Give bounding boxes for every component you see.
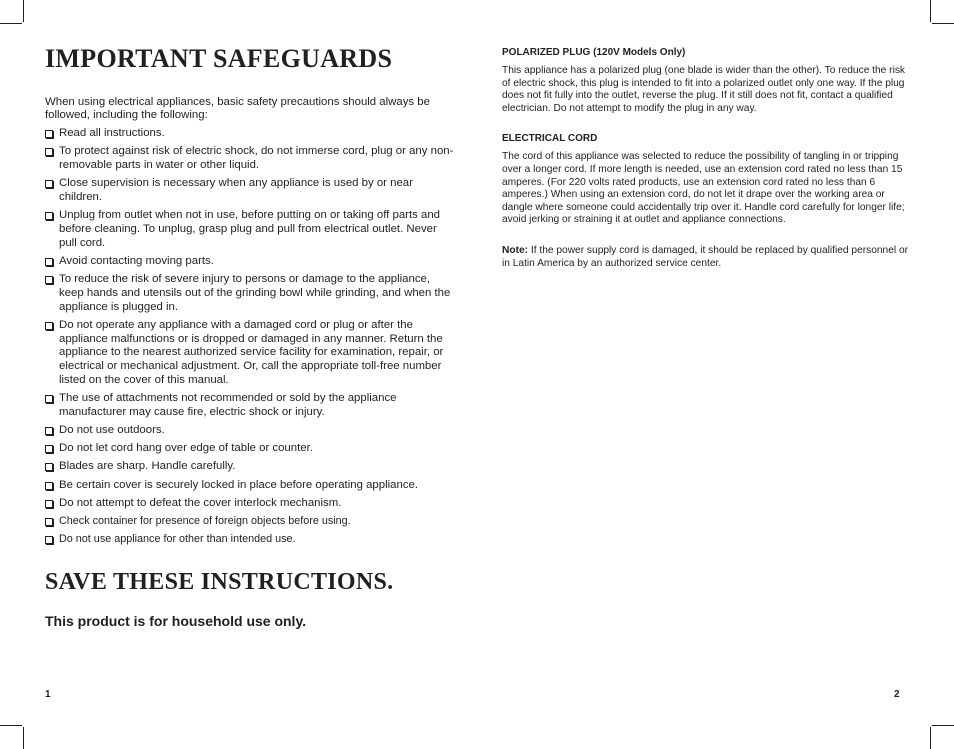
list-item — [45, 209, 455, 250]
safeguard-list — [45, 127, 455, 547]
crop-mark-top-left-horizontal — [0, 23, 22, 24]
list-item-text: Do not attempt to defeat the cover interlock mechanism. — [59, 496, 342, 509]
list-item-text: Do not operate any appliance with a damaged cord or plug or after the appliance malfunctions or is dropped or damaged in any manner. Return the appliance to the nearest authorized service facility for examination, repair, or electrical or mechanical adjustment. Or, call the appropriate toll-free number listed on the cover of this manual. — [59, 318, 444, 386]
list-item-text: To reduce the risk of severe injury to persons or damage to the appliance, keep hands and utensils out of the grinding bowl while grinding, and when the appliance is plugged in. — [59, 272, 451, 313]
list-item-text: Do not use appliance for other than intended use. — [59, 533, 296, 546]
checkbox-bullet-icon — [45, 427, 53, 435]
list-item — [45, 424, 455, 438]
checkbox-bullet-icon — [45, 445, 53, 453]
note-label: Note: — [502, 244, 529, 256]
list-item-text: Read all instructions. — [59, 126, 165, 139]
list-item — [45, 319, 455, 388]
electrical-cord-text: The cord of this appliance was selected to reduce the possibility of tangling in or tripping over a longer cord. If more length is needed, use an extension cord rated no less than 15 amperes. (For 220 volts rated products, use an extension cord rated no less than 6 amperes.) When using an extension cord, do not let it drape over the working area or dangle where someone could accidentally trip over it. Handle cord carefully for longer life; avoid jerking or straining it at outlet and appliance connections. — [502, 151, 905, 226]
checkbox-bullet-icon — [45, 258, 53, 266]
list-item-text: Do not let cord hang over edge of table or counter. — [59, 442, 313, 455]
crop-mark-bottom-left-horizontal — [0, 725, 22, 726]
checkbox-bullet-icon — [45, 130, 53, 138]
note-text: If the power supply cord is damaged, it should be replaced by qualified personnel or in Latin America by an authorized service center. — [502, 244, 909, 269]
page-number-left: 1 — [45, 689, 51, 700]
checkbox-bullet-icon — [45, 536, 53, 544]
household-use-note: This product is for household use only. — [45, 613, 307, 629]
checkbox-bullet-icon — [45, 500, 53, 508]
note-paragraph — [502, 245, 910, 270]
checkbox-bullet-icon — [45, 395, 53, 403]
crop-mark-bottom-right-vertical — [930, 727, 931, 749]
list-item — [45, 533, 455, 547]
list-item — [45, 177, 455, 205]
crop-mark-top-left-vertical — [23, 0, 24, 22]
checkbox-bullet-icon — [45, 482, 53, 490]
list-item — [45, 515, 455, 529]
list-item — [45, 392, 455, 420]
list-item — [45, 145, 455, 173]
crop-mark-top-right-horizontal — [932, 23, 954, 24]
list-item — [45, 479, 455, 493]
electrical-cord-heading: ELECTRICAL CORD — [502, 133, 598, 145]
checkbox-bullet-icon — [45, 463, 53, 471]
crop-mark-bottom-left-vertical — [23, 727, 24, 749]
crop-mark-top-right-vertical — [930, 0, 931, 22]
list-item — [45, 127, 455, 141]
page-title: IMPORTANT SAFEGUARDS — [45, 44, 393, 73]
list-item-text: Be certain cover is securely locked in place before operating appliance. — [59, 478, 419, 491]
intro-paragraph: When using electrical appliances, basic safety precautions should always be followed, including the following: — [45, 96, 430, 122]
list-item — [45, 460, 455, 474]
list-item-text: Do not use outdoors. — [59, 424, 165, 437]
checkbox-bullet-icon — [45, 276, 53, 284]
checkbox-bullet-icon — [45, 518, 53, 526]
list-item — [45, 273, 455, 314]
checkbox-bullet-icon — [45, 322, 53, 330]
list-item — [45, 497, 455, 511]
list-item-text: Blades are sharp. Handle carefully. — [59, 460, 236, 473]
plug-cord-section — [502, 47, 910, 288]
list-item-text: To protect against risk of electric shock, do not immerse cord, plug or any non-removable parts in water or other liquid. — [59, 145, 454, 171]
list-item-text: Unplug from outlet when not in use, before putting on or taking off parts and before cleaning. To unplug, grasp plug and pull from electrical outlet. Never pull cord. — [59, 208, 440, 249]
crop-mark-bottom-right-horizontal — [932, 725, 954, 726]
list-item-text: Check container for presence of foreign objects before using. — [59, 515, 351, 528]
list-item — [45, 442, 455, 456]
polarized-plug-text: This appliance has a polarized plug (one blade is wider than the other). To reduce the risk of electric shock, this plug is intended to fit into a polarized outlet only one way. If the plug does not fit fully into the outlet, reverse the plug. If it still does not fit, contact a qualified electrician. Do not attempt to modify the plug in any way. — [502, 65, 906, 114]
polarized-plug-heading: POLARIZED PLUG (120V Models Only) — [502, 47, 686, 58]
list-item — [45, 255, 455, 269]
safeguards-section — [45, 40, 455, 551]
list-item-text: Avoid contacting moving parts. — [59, 254, 214, 267]
list-item-text: The use of attachments not recommended or sold by the appliance manufacturer may cause fire, electric shock or injury. — [59, 392, 397, 418]
checkbox-bullet-icon — [45, 180, 53, 188]
checkbox-bullet-icon — [45, 148, 53, 156]
save-instructions-heading: SAVE THESE INSTRUCTIONS. — [45, 569, 394, 595]
page-number-right: 2 — [894, 689, 900, 700]
list-item-text: Close supervision is necessary when any appliance is used by or near children. — [59, 176, 413, 203]
checkbox-bullet-icon — [45, 212, 53, 220]
